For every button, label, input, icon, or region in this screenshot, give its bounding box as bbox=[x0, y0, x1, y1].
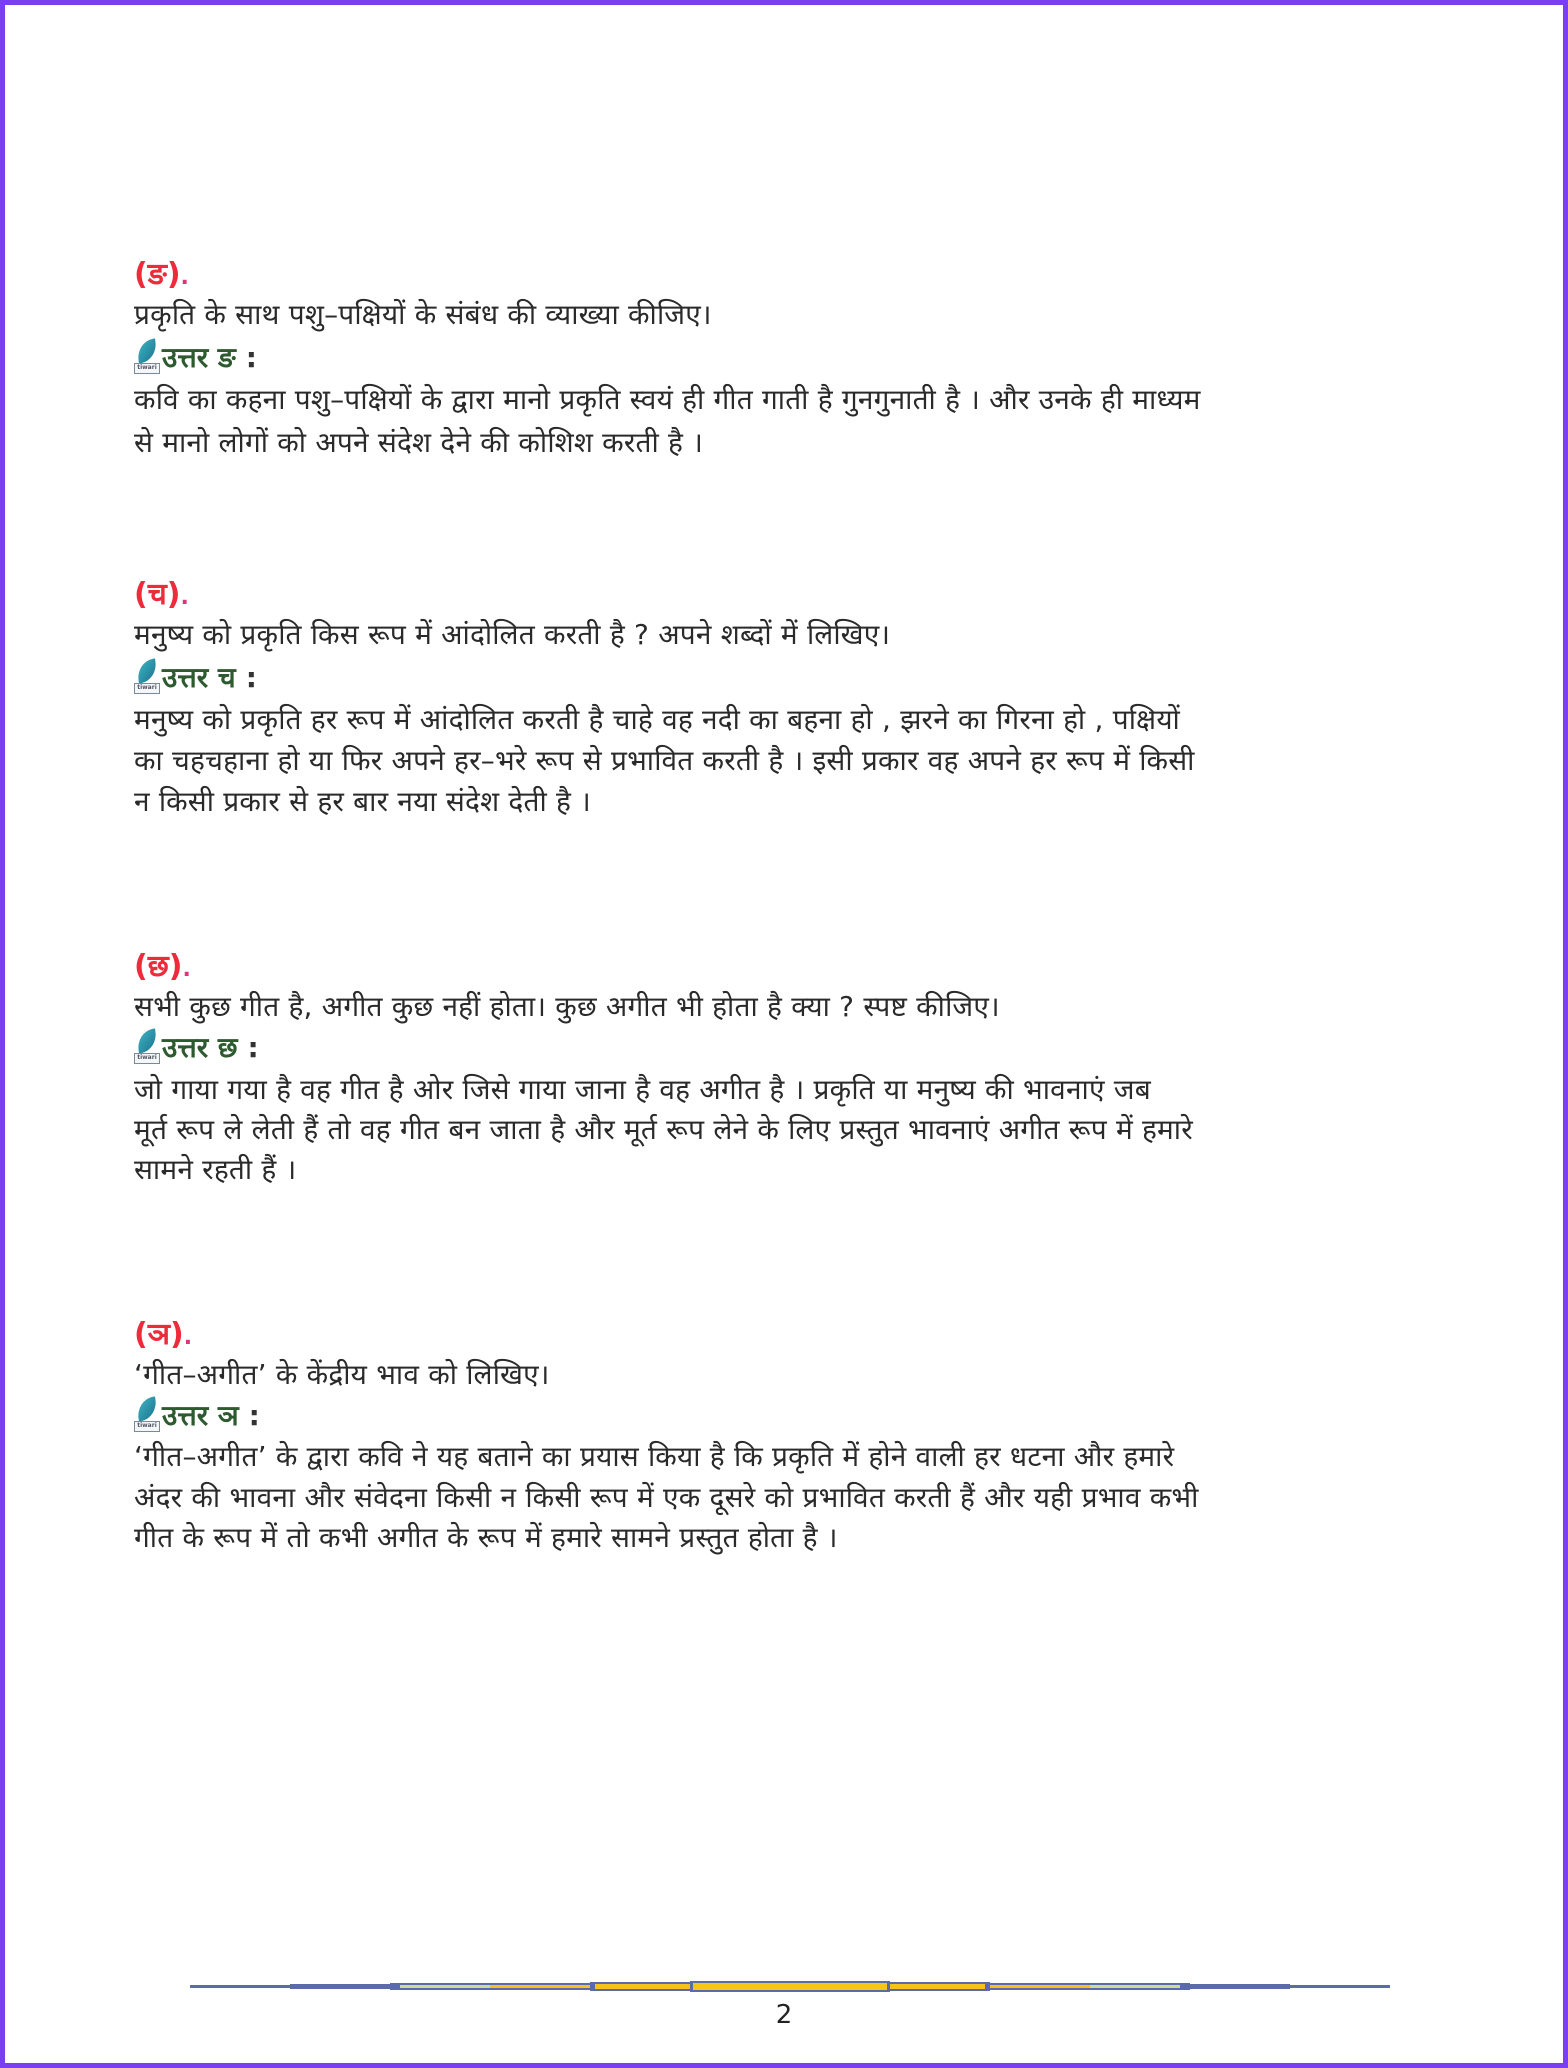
question-text: ‘गीत–अगीत’ के केंद्रीय भाव को लिखिए। bbox=[134, 1358, 550, 1391]
page-number: 2 bbox=[775, 2000, 793, 2030]
answer-line: जो गाया गया है वह गीत है ओर जिसे गाया जाना है वह अगीत है । प्रकृति या मनुष्य की भावनाएं जब bbox=[134, 1073, 1151, 1106]
answer-heading: tiwari उत्तर ङ : bbox=[134, 337, 257, 377]
answer-line: गीत के रूप में तो कभी अगीत के रूप में हमारे सामने प्रस्तुत होता है । bbox=[134, 1521, 838, 1554]
question-label: (ङ). bbox=[134, 257, 189, 292]
answer-line: न किसी प्रकार से हर बार नया संदेश देती है । bbox=[134, 785, 591, 818]
answer-heading: tiwari उत्तर छ : bbox=[134, 1027, 259, 1067]
leaf-logo-icon: tiwari bbox=[134, 660, 160, 694]
leaf-logo-icon: tiwari bbox=[134, 1398, 160, 1432]
leaf-logo-icon: tiwari bbox=[134, 340, 160, 374]
question-label: (छ). bbox=[134, 949, 191, 984]
answer-heading: tiwari उत्तर ञ : bbox=[134, 1395, 260, 1435]
answer-line: कवि का कहना पशु–पक्षियों के द्वारा मानो प्रकृति स्वयं ही गीत गाती है गुनगुनाती है । और उनके ही माध्यम bbox=[134, 383, 1201, 416]
answer-line: मूर्त रूप ले लेती हैं तो वह गीत बन जाता है और मूर्त रूप लेने के लिए प्रस्तुत भावनाएं अगीत रूप में हमारे bbox=[134, 1113, 1193, 1146]
footer-decorative-rule bbox=[190, 1980, 1390, 1992]
question-text: मनुष्य को प्रकृति किस रूप में आंदोलित करती है ? अपने शब्दों में लिखिए। bbox=[134, 618, 891, 651]
answer-heading: tiwari उत्तर च : bbox=[134, 657, 257, 697]
answer-line: का चहचहाना हो या फिर अपने हर–भरे रूप से प्रभावित करती है । इसी प्रकार वह अपने हर रूप में किसी bbox=[134, 744, 1195, 777]
answer-line: से मानो लोगों को अपने संदेश देने की कोशिश करती है । bbox=[134, 426, 704, 459]
question-text: सभी कुछ गीत है, अगीत कुछ नहीं होता। कुछ अगीत भी होता है क्या ? स्पष्ट कीजिए। bbox=[134, 990, 1000, 1023]
question-label: (ञ). bbox=[134, 1317, 193, 1352]
answer-line: अंदर की भावना और संवेदना किसी न किसी रूप में एक दूसरे को प्रभावित करती हैं और यही प्रभाव कभी bbox=[134, 1481, 1199, 1514]
question-text: प्रकृति के साथ पशु–पक्षियों के संबंध की व्याख्या कीजिए। bbox=[134, 298, 712, 331]
answer-line: मनुष्य को प्रकृति हर रूप में आंदोलित करती है चाहे वह नदी का बहना हो , झरने का गिरना हो , पक्षियों bbox=[134, 703, 1181, 736]
leaf-logo-icon: tiwari bbox=[134, 1030, 160, 1064]
question-label: (च). bbox=[134, 577, 189, 612]
answer-line: ‘गीत–अगीत’ के द्वारा कवि ने यह बताने का प्रयास किया है कि प्रकृति में होने वाली हर धटना और हमारे bbox=[134, 1440, 1175, 1473]
answer-line: सामने रहती हैं । bbox=[134, 1153, 297, 1186]
